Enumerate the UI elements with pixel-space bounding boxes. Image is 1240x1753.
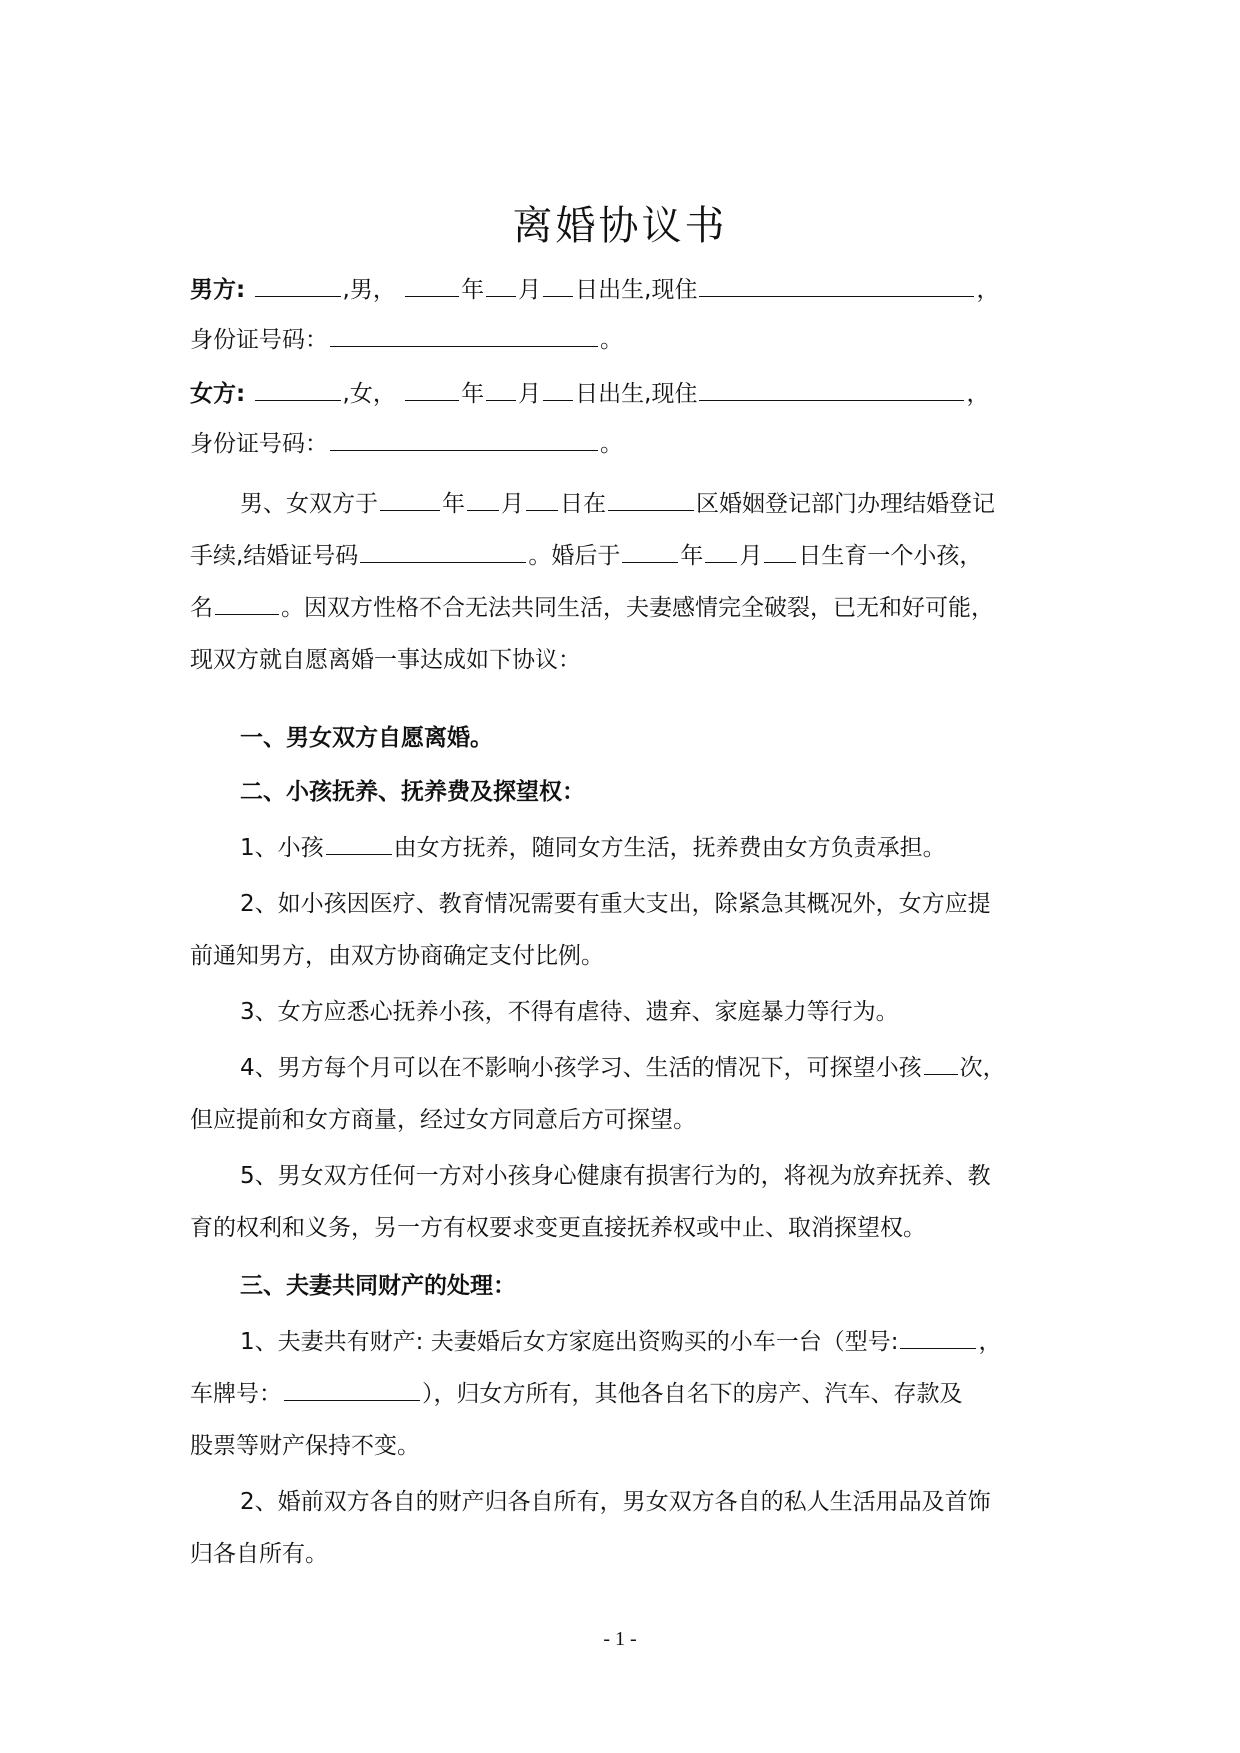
- intro-line-4: 现双方就自愿离婚一事达成如下协议：: [190, 647, 581, 673]
- male-name-blank[interactable]: [255, 274, 341, 297]
- child-clause-1: 1、小孩 由女方抚养，随同女方生活，抚养费由女方负责承担。: [240, 828, 1110, 868]
- district-blank[interactable]: [608, 488, 694, 511]
- marriage-month-blank[interactable]: [467, 488, 499, 511]
- female-id-blank[interactable]: [330, 428, 598, 451]
- child-birth-year-blank[interactable]: [622, 540, 678, 563]
- female-address-blank[interactable]: [699, 378, 964, 401]
- child-name-blank-2[interactable]: [326, 832, 392, 855]
- property-clause-2-line-1: 2、婚前双方各自的财产归各自所有，男女双方各自的私人生活用品及首饰: [240, 1489, 991, 1515]
- property-clause-1-line-1: 1、夫妻共有财产: 夫妻婚后女方家庭出资购买的小车一台（型号: ，: [240, 1322, 1110, 1362]
- section-3-heading: 三、夫妻共同财产的处理：: [240, 1273, 516, 1299]
- child-birth-month-blank[interactable]: [705, 540, 737, 563]
- female-birth-day-blank[interactable]: [543, 378, 573, 401]
- child-clause-2-line-2: 前通知男方，由双方协商确定支付比例。: [190, 943, 604, 969]
- document-title: 离婚协议书: [512, 203, 728, 249]
- child-clause-4-line-2: 但应提前和女方商量，经过女方同意后方可探望。: [190, 1107, 696, 1133]
- marriage-year-blank[interactable]: [380, 488, 440, 511]
- child-clause-4-line-1: 4、男方每个月可以在不影响小孩学习、生活的情况下，可探望小孩 次，: [240, 1048, 1110, 1088]
- property-clause-1-line-2: 车牌号： ），归女方所有，其他各自名下的房产、汽车、存款及: [190, 1374, 1060, 1414]
- property-clause-2-line-2: 归各自所有。: [190, 1541, 328, 1567]
- male-label: 男方:: [190, 277, 246, 303]
- child-clause-5-line-2: 育的权利和义务，另一方有权要求变更直接抚养权或中止、取消探望权。: [190, 1215, 926, 1241]
- male-address-blank[interactable]: [699, 274, 974, 297]
- female-name-blank[interactable]: [255, 378, 341, 401]
- section-1-heading: 一、男女双方自愿离婚。: [240, 725, 493, 751]
- male-id-line: 身份证号码： 。: [190, 320, 1060, 360]
- child-name-blank[interactable]: [215, 592, 279, 615]
- section-2-heading: 二、小孩抚养、抚养费及探望权：: [240, 779, 585, 805]
- female-birth-month-blank[interactable]: [486, 378, 516, 401]
- car-model-blank[interactable]: [900, 1326, 976, 1349]
- male-party-line: 男方: ,男， 年 月 日出生,现住 ，: [190, 270, 1060, 310]
- male-id-blank[interactable]: [330, 324, 598, 347]
- child-birth-day-blank[interactable]: [764, 540, 796, 563]
- female-id-line: 身份证号码： 。: [190, 424, 1060, 464]
- male-birth-day-blank[interactable]: [543, 274, 573, 297]
- male-birth-year-blank[interactable]: [405, 274, 459, 297]
- child-clause-3: 3、女方应悉心抚养小孩，不得有虐待、遗弃、家庭暴力等行为。: [240, 999, 899, 1025]
- child-clause-5-line-1: 5、男女双方任何一方对小孩身心健康有损害行为的，将视为放弃抚养、教: [240, 1163, 991, 1189]
- female-party-line: 女方: ,女， 年 月 日出生,现住 ，: [190, 374, 1060, 414]
- female-label: 女方:: [190, 381, 246, 407]
- intro-line-1: 男、女双方于 年 月 日在 区婚姻登记部门办理结婚登记: [240, 484, 1110, 524]
- female-birth-year-blank[interactable]: [405, 378, 459, 401]
- license-plate-blank[interactable]: [284, 1378, 420, 1401]
- male-birth-month-blank[interactable]: [486, 274, 516, 297]
- child-clause-2-line-1: 2、如小孩因医疗、教育情况需要有重大支出，除紧急其概况外，女方应提: [240, 891, 991, 917]
- marriage-day-blank[interactable]: [526, 488, 558, 511]
- intro-line-2: 手续,结婚证号码 。婚后于 年 月 日生育一个小孩，: [190, 536, 1060, 576]
- intro-line-3: 名 。因双方性格不合无法共同生活，夫妻感情完全破裂，已无和好可能，: [190, 588, 1060, 628]
- marriage-cert-number-blank[interactable]: [360, 540, 526, 563]
- visit-count-blank[interactable]: [924, 1052, 958, 1075]
- page-number: - 1 -: [603, 1628, 637, 1650]
- property-clause-1-line-3: 股票等财产保持不变。: [190, 1433, 420, 1459]
